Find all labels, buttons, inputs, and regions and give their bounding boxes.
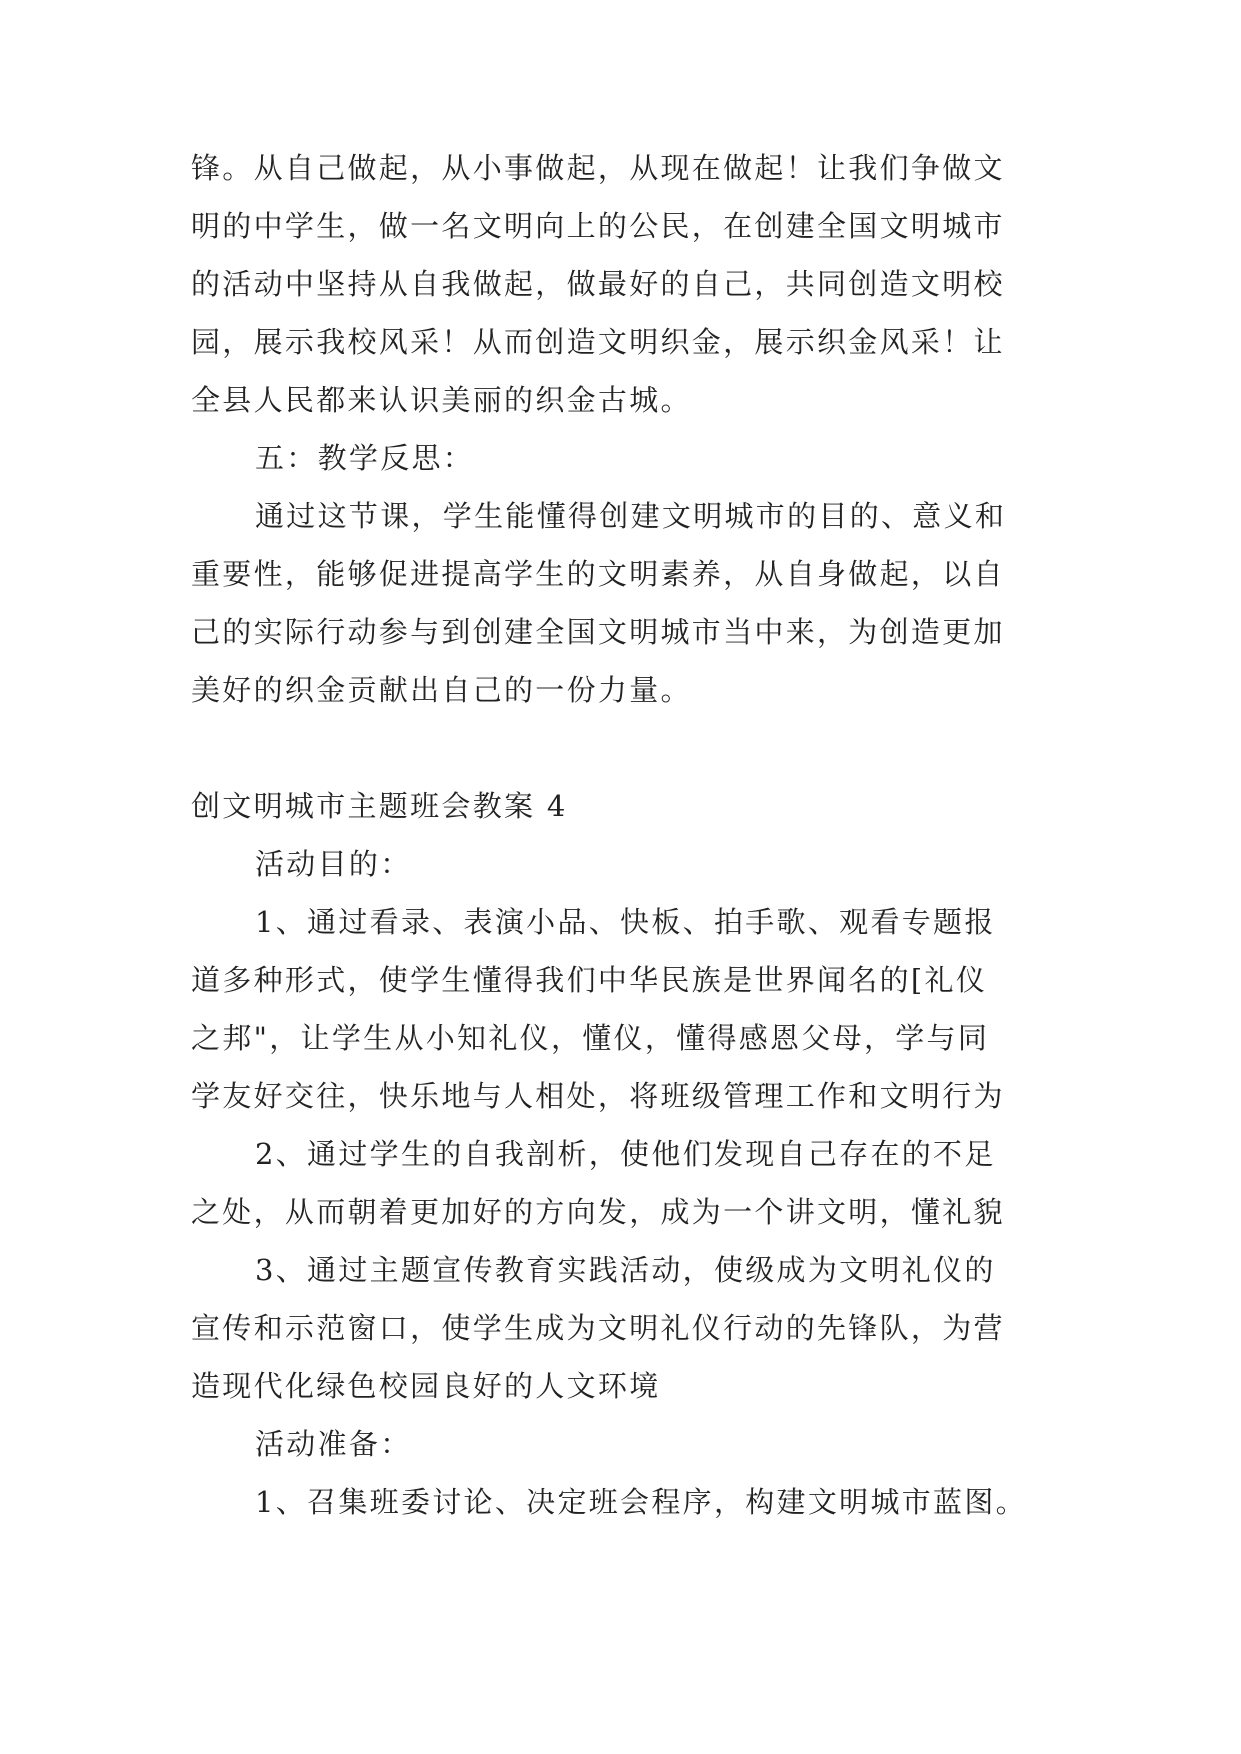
paragraph-line: 的活动中坚持从自我做起，做最好的自己，共同创造文明校 — [191, 267, 1005, 301]
section-heading: 活动目的： — [255, 847, 412, 881]
section-heading: 五：教学反思： — [255, 441, 475, 475]
paragraph-line: 园，展示我校风采！从而创造文明织金，展示织金风采！让 — [191, 325, 1005, 359]
paragraph-line: 学友好交往，快乐地与人相处，将班级管理工作和文明行为 — [191, 1079, 1005, 1113]
paragraph-line: 1、通过看录、表演小品、快板、拍手歌、观看专题报 — [255, 905, 996, 939]
paragraph-line: 锋。从自己做起，从小事做起，从现在做起！让我们争做文 — [191, 151, 1005, 185]
paragraph-line: 道多种形式，使学生懂得我们中华民族是世界闻名的[礼仪 — [191, 963, 988, 997]
paragraph-line: 之邦"，让学生从小知礼仪，懂仪，懂得感恩父母，学与同 — [191, 1021, 990, 1055]
paragraph-line: 3、通过主题宣传教育实践活动，使级成为文明礼仪的 — [255, 1253, 996, 1287]
section-heading: 活动准备： — [255, 1427, 412, 1461]
paragraph-line: 全县人民都来认识美丽的织金古城。 — [191, 383, 692, 417]
paragraph-line: 明的中学生，做一名文明向上的公民，在创建全国文明城市 — [191, 209, 1005, 243]
paragraph-line: 造现代化绿色校园良好的人文环境 — [191, 1369, 661, 1403]
paragraph-line: 2、通过学生的自我剖析，使他们发现自己存在的不足 — [255, 1137, 996, 1171]
paragraph-line: 重要性，能够促进提高学生的文明素养，从自身做起，以自 — [191, 557, 1005, 591]
paragraph-line: 宣传和示范窗口，使学生成为文明礼仪行动的先锋队，为营 — [191, 1311, 1005, 1345]
paragraph-line: 美好的织金贡献出自己的一份力量。 — [191, 673, 692, 707]
paragraph-line: 己的实际行动参与到创建全国文明城市当中来，为创造更加 — [191, 615, 1005, 649]
paragraph-line: 通过这节课，学生能懂得创建文明城市的目的、意义和 — [255, 499, 1007, 533]
paragraph-line: 1、召集班委讨论、决定班会程序，构建文明城市蓝图。 — [255, 1485, 1027, 1519]
paragraph-line: 之处，从而朝着更加好的方向发，成为一个讲文明，懂礼貌 — [191, 1195, 1005, 1229]
document-title: 创文明城市主题班会教案 4 — [191, 789, 568, 823]
